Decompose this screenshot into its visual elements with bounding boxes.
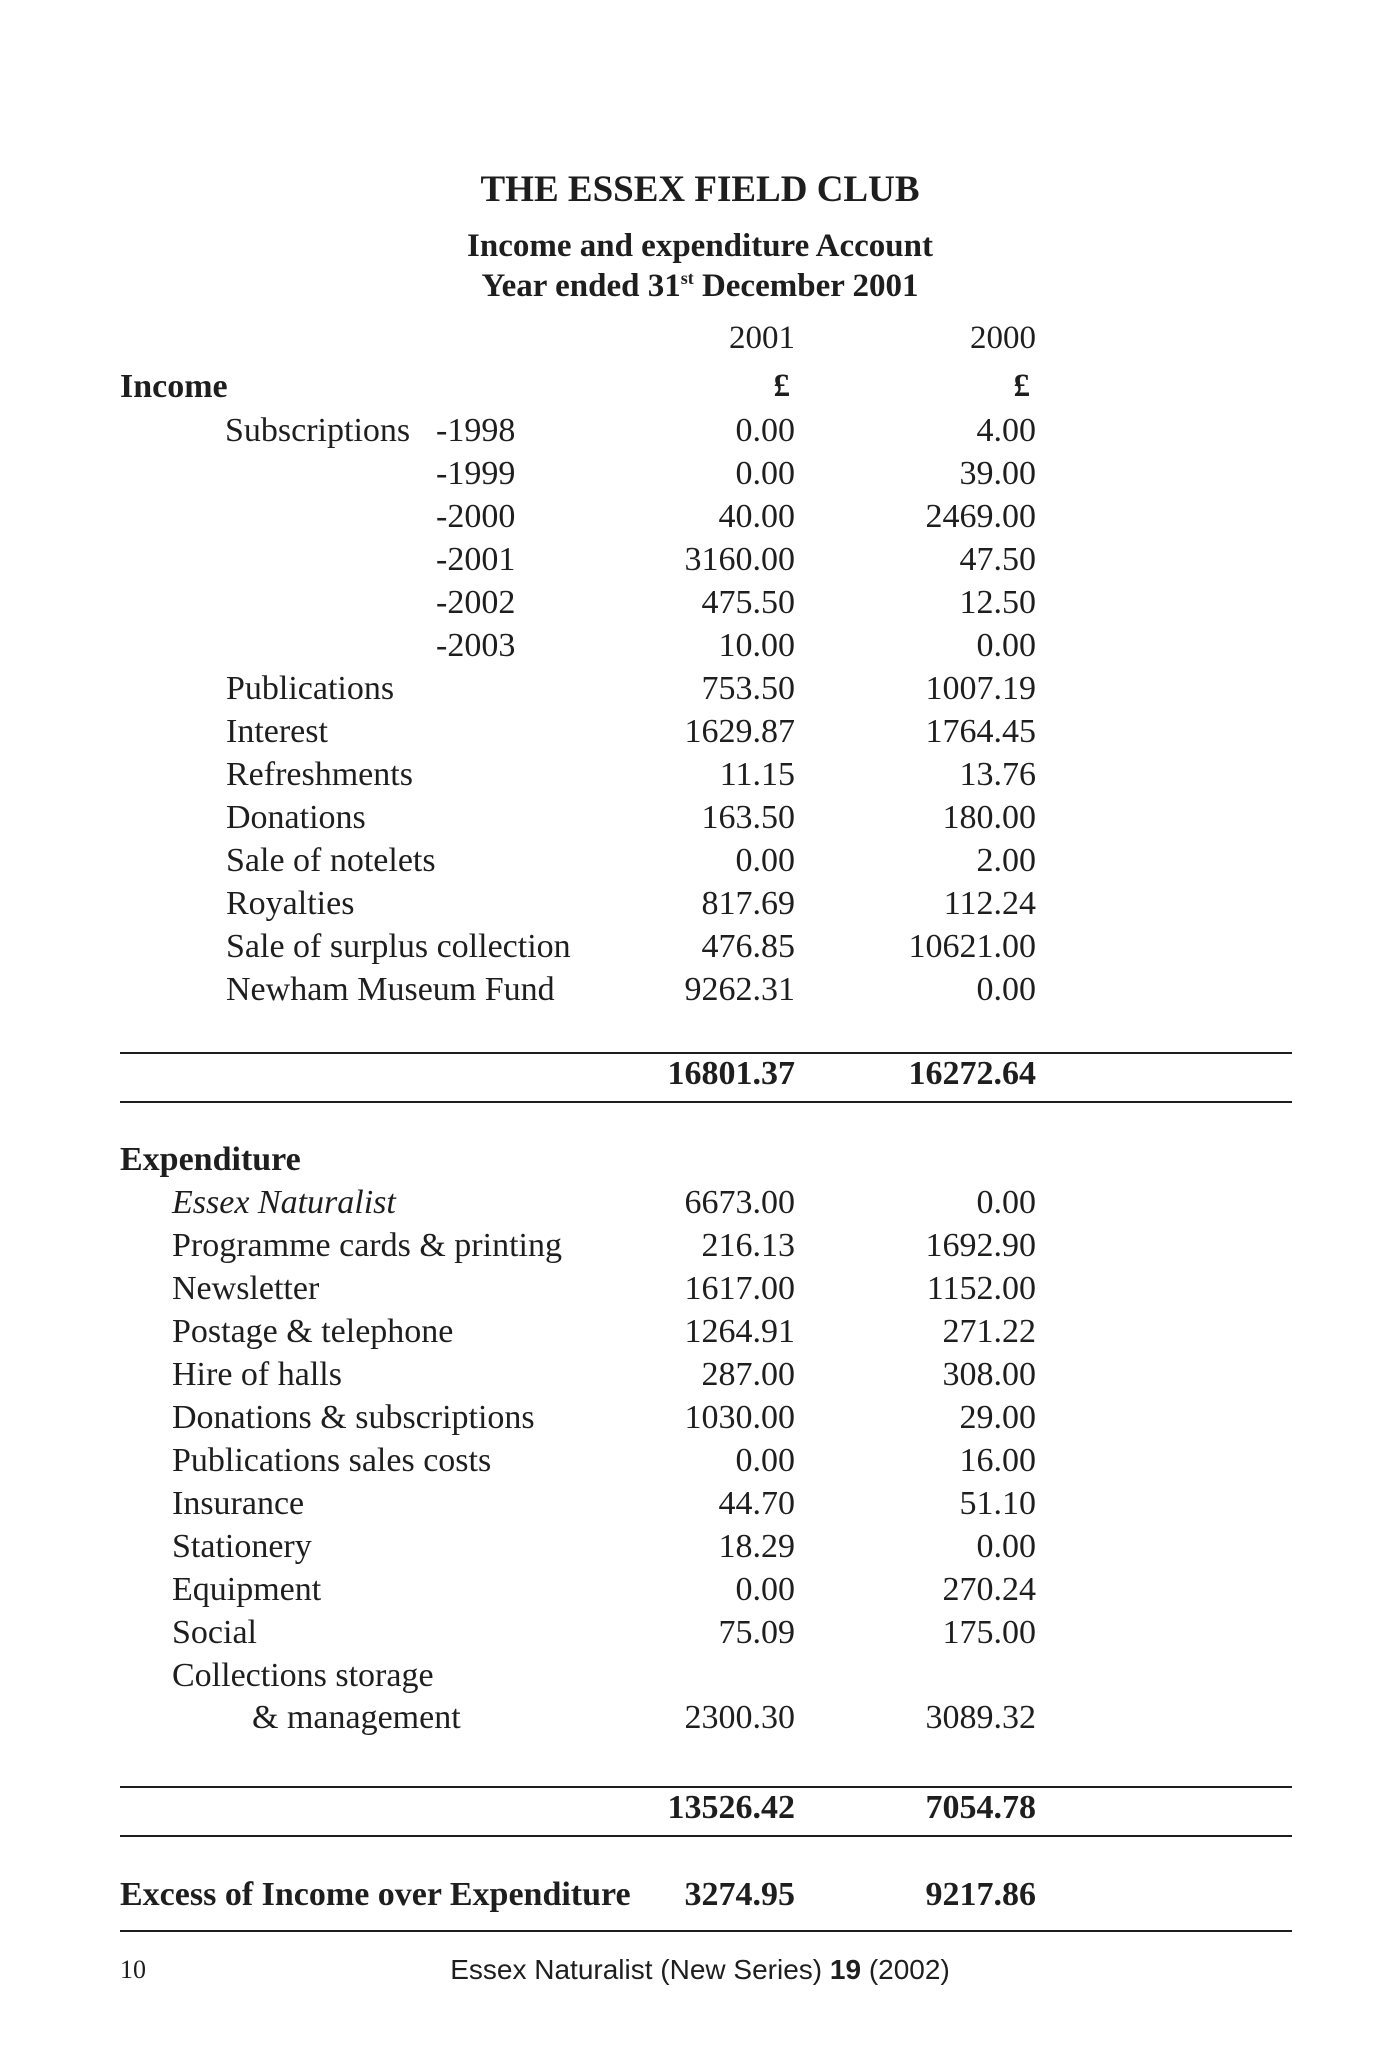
income-total-rule-bottom [120,1101,1292,1103]
expenditure-row [0,1657,1400,1700]
income-row [0,842,1400,885]
expenditure-row [0,1227,1400,1270]
subscription-year: -2001 [436,541,516,578]
expenditure-item-label: Insurance [172,1485,305,1522]
income-row [0,971,1400,1014]
value-2001: 753.50 [701,670,795,707]
subscription-year: -1998 [436,412,516,449]
expenditure-total-rule-bottom [120,1835,1292,1837]
value-2000: 4.00 [976,412,1036,449]
income-row [0,928,1400,971]
value-2000: 1152.00 [926,1270,1036,1307]
value-2000: 271.22 [942,1313,1036,1350]
value-2000: 175.00 [942,1614,1036,1651]
period-suffix: December 2001 [693,268,919,304]
value-2001: 475.50 [701,584,795,621]
expenditure-total-2000: 7054.78 [925,1789,1036,1826]
income-row [0,412,1400,455]
value-2001: 0.00 [735,455,795,492]
expenditure-row [0,1699,1400,1742]
currency-2001: £ [773,368,790,404]
value-2001: 11.15 [719,756,795,793]
value-2000: 0.00 [976,627,1036,664]
excess-row [0,1876,1400,1919]
expenditure-row [0,1614,1400,1657]
income-row [0,670,1400,713]
income-item-label: Publications [226,670,395,707]
value-2000: 308.00 [942,1356,1036,1393]
value-2000: 2469.00 [925,498,1036,535]
value-2000: 10621.00 [908,928,1036,965]
income-total-2001: 16801.37 [667,1055,795,1092]
value-2001: 1629.87 [684,713,795,750]
value-2000: 51.10 [959,1485,1036,1522]
income-row [0,584,1400,627]
value-2000: 47.50 [959,541,1036,578]
subscription-year: -2002 [436,584,516,621]
expenditure-row [0,1356,1400,1399]
value-2000: 270.24 [942,1571,1036,1608]
value-2001: 10.00 [718,627,795,664]
income-item-label: Sale of surplus collection [226,928,571,965]
value-2000: 16.00 [959,1442,1036,1479]
value-2001: 1030.00 [684,1399,795,1436]
subscription-year: -2003 [436,627,516,664]
subscription-year: -1999 [436,455,516,492]
expenditure-item-label: Stationery [172,1528,312,1565]
excess-2001: 3274.95 [684,1876,795,1913]
value-2000: 3089.32 [925,1699,1036,1736]
page-number: 10 [120,1955,146,1984]
expenditure-item-label: Hire of halls [172,1356,342,1393]
income-item-label: Refreshments [226,756,413,793]
period-prefix: Year ended 31 [481,268,681,304]
expenditure-row [0,1184,1400,1227]
journal-year: (2002) [861,1954,950,1985]
income-item-label: Donations [226,799,366,836]
excess-label: Excess of Income over Expenditure [120,1876,631,1913]
excess-2000: 9217.86 [925,1876,1036,1913]
income-row [0,498,1400,541]
value-2001: 44.70 [718,1485,795,1522]
income-row [0,885,1400,928]
expenditure-item-label: Social [172,1614,257,1651]
expenditure-item-label: Newsletter [172,1270,320,1307]
value-2001: 75.09 [718,1614,795,1651]
income-row [0,799,1400,842]
expenditure-row [0,1571,1400,1614]
value-2001: 0.00 [735,842,795,879]
value-2001: 18.29 [718,1528,795,1565]
expenditure-row [0,1399,1400,1442]
value-2000: 12.50 [959,584,1036,621]
value-2001: 216.13 [701,1227,795,1264]
expenditure-item-label: Publications sales costs [172,1442,492,1479]
value-2001: 2300.30 [684,1699,795,1736]
income-row [0,627,1400,670]
income-total-rule-top [120,1052,1292,1054]
expenditure-total-rule-top [120,1786,1292,1788]
expenditure-row [0,1270,1400,1313]
income-item-label: Newham Museum Fund [226,971,555,1008]
value-2001: 3160.00 [684,541,795,578]
income-row [0,756,1400,799]
value-2001: 6673.00 [684,1184,795,1221]
column-year-2001: 2001 [729,320,795,356]
value-2001: 0.00 [735,412,795,449]
income-row [0,713,1400,756]
income-row [0,541,1400,584]
journal-citation [0,1954,1400,1986]
expenditure-total-2001: 13526.42 [667,1789,795,1826]
collections-label-line1: Collections storage [172,1657,434,1694]
income-heading: Income [120,368,228,405]
value-2000: 0.00 [976,1184,1036,1221]
collections-label-line2: & management [252,1699,461,1736]
income-item-label: Interest [226,713,328,750]
value-2000: 1692.90 [925,1227,1036,1264]
value-2001: 40.00 [718,498,795,535]
expenditure-heading: Expenditure [120,1141,301,1178]
expenditure-row [0,1442,1400,1485]
income-total-2000: 16272.64 [908,1055,1036,1092]
value-2000: 2.00 [976,842,1036,879]
value-2000: 1764.45 [925,713,1036,750]
footer-rule [120,1930,1292,1932]
income-item-label: Sale of notelets [226,842,436,879]
value-2001: 1617.00 [684,1270,795,1307]
value-2000: 29.00 [959,1399,1036,1436]
expenditure-item-label: Postage & telephone [172,1313,454,1350]
expenditure-row [0,1528,1400,1571]
expenditure-row [0,1485,1400,1528]
expenditure-total-row [0,1789,1400,1832]
subscription-year: -2000 [436,498,516,535]
value-2001: 0.00 [735,1442,795,1479]
value-2001: 817.69 [701,885,795,922]
subscriptions-label: Subscriptions [225,412,411,449]
value-2001: 287.00 [701,1356,795,1393]
value-2001: 476.85 [701,928,795,965]
value-2001: 163.50 [701,799,795,836]
value-2001: 0.00 [735,1571,795,1608]
value-2001: 9262.31 [684,971,795,1008]
income-row [0,455,1400,498]
period-ordinal: st [680,268,694,288]
value-2001: 1264.91 [684,1313,795,1350]
expenditure-item-label: Programme cards & printing [172,1227,562,1264]
account-period [0,268,1400,305]
account-subtitle: Income and expenditure Account [467,228,933,264]
journal-name: Essex Naturalist (New Series) [450,1954,830,1985]
value-2000: 39.00 [959,455,1036,492]
income-item-label: Royalties [226,885,355,922]
income-total-row [0,1055,1400,1098]
journal-volume: 19 [829,1954,862,1985]
currency-2000: £ [1013,368,1030,404]
value-2000: 180.00 [942,799,1036,836]
value-2000: 1007.19 [925,670,1036,707]
expenditure-item-label: Essex Naturalist [172,1184,396,1221]
expenditure-item-label: Equipment [172,1571,322,1608]
expenditure-item-label: Donations & subscriptions [172,1399,535,1436]
value-2000: 13.76 [959,756,1036,793]
page-title: THE ESSEX FIELD CLUB [480,169,920,210]
value-2000: 0.00 [976,1528,1036,1565]
column-year-2000: 2000 [970,320,1036,356]
value-2000: 0.00 [976,971,1036,1008]
expenditure-row [0,1313,1400,1356]
value-2000: 112.24 [943,885,1036,922]
